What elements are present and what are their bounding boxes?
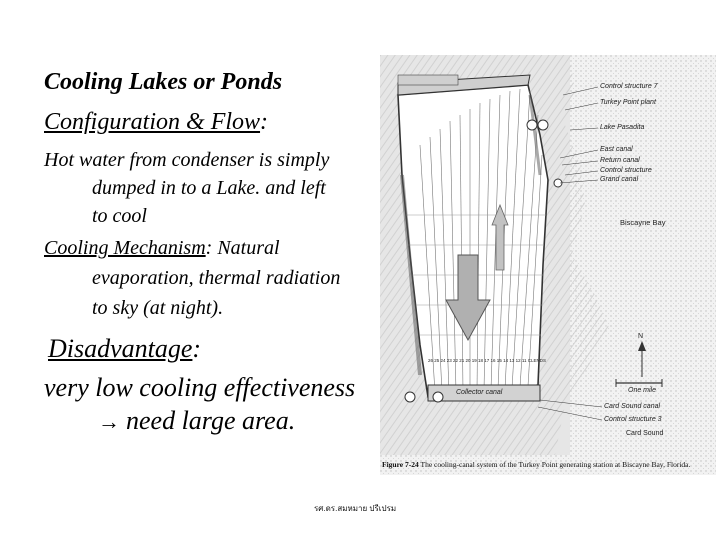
- top-banner: [398, 75, 458, 85]
- label-east-canal: East canal: [600, 146, 633, 153]
- disadvantage-line-1: very low cooling effectiveness: [44, 373, 356, 402]
- cooling-canal-map: [380, 55, 716, 475]
- label-lake-pasadita: Lake Pasadita: [600, 124, 645, 131]
- label-canal-numbers: 26 25 24 23 22 21 20 19 18 17 16 15 14 13 12 11 CLENDS: [428, 358, 547, 363]
- mechanism-label: Cooling Mechanism: [44, 237, 206, 259]
- figure-caption-text: The cooling-canal system of the Turkey Point generating station at Biscayne Bay, Florida.: [420, 460, 691, 469]
- right-arrow-icon: →: [98, 409, 120, 434]
- slide-title: Cooling Lakes or Ponds: [44, 69, 283, 95]
- body-line-2: dumped in to a Lake. and left: [92, 177, 326, 199]
- disadvantage-line-2: [98, 408, 295, 434]
- disadvantage-colon: :: [192, 334, 202, 363]
- label-control-structure-3: Control structure 3: [604, 416, 662, 423]
- mechanism-suffix: : Natural: [205, 237, 280, 259]
- body-line-1: Hot water from condenser is simply: [44, 149, 330, 171]
- disadvantage-heading: [48, 336, 201, 362]
- label-one-mile: One mile: [628, 387, 657, 394]
- label-card-sound: Card Sound: [626, 430, 664, 437]
- disadvantage-label: Disadvantage: [48, 334, 193, 363]
- disadvantage-line-2-text: need large area.: [126, 406, 296, 435]
- label-turkey-point-plant: Turkey Point plant: [600, 99, 656, 106]
- configuration-heading: [44, 110, 268, 134]
- mechanism-line-3: to sky (at night).: [92, 297, 224, 319]
- label-north: N: [638, 333, 644, 340]
- figure-caption-label: Figure 7-24: [382, 460, 419, 469]
- mechanism-line-1: [44, 238, 280, 258]
- configuration-colon: :: [260, 109, 269, 135]
- label-return-canal: Return canal: [600, 157, 640, 164]
- configuration-label: Configuration & Flow: [44, 109, 261, 135]
- footer-author: รศ.ดร.สมหมาย ปรีเปรม: [314, 504, 397, 513]
- figure-caption: [382, 460, 690, 469]
- canal-system-outline: [398, 85, 548, 397]
- body-line-3: to cool: [92, 205, 147, 227]
- label-biscayne-bay: Biscayne Bay: [620, 218, 666, 227]
- label-collector-canal: Collector canal: [456, 389, 503, 396]
- label-grand-canal: Grand canal: [600, 176, 639, 183]
- cooling-canal-figure: [380, 55, 716, 475]
- label-control-structure-7: Control structure 7: [600, 83, 658, 90]
- label-card-sound-canal: Card Sound canal: [604, 403, 661, 410]
- mechanism-line-2: evaporation, thermal radiation: [92, 267, 341, 289]
- label-control-structure: Control structure: [600, 167, 652, 174]
